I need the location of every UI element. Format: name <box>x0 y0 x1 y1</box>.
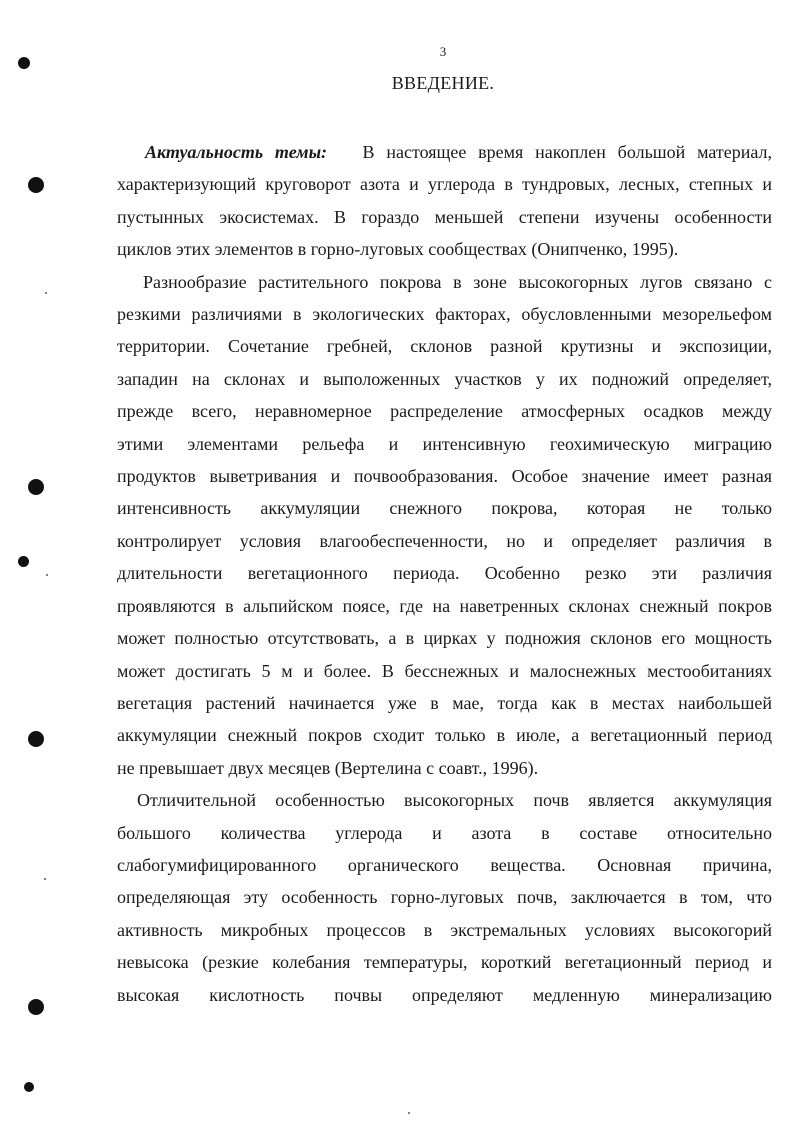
text-line: пустынных экосистемах. В гораздо меньшей степени изучены особенности <box>117 206 772 227</box>
punch-hole-7 <box>24 1082 34 1092</box>
text-line: активность микробных процессов в экстремальных условиях высокогорий <box>117 919 772 940</box>
scan-speck <box>408 1112 410 1114</box>
text-line: интенсивность аккумуляции снежного покрова, которая не только <box>117 498 772 519</box>
text-line: Актуальность темы: В настоящее время накоплен большой материал, <box>145 142 772 162</box>
punch-hole-5 <box>28 731 44 747</box>
paragraph-lead: Актуальность темы: <box>145 142 328 162</box>
scan-speck <box>45 292 47 294</box>
text-line: характеризующий круговорот азота и углерода в тундровых, лесных, степных и <box>117 174 772 195</box>
punch-hole-3 <box>28 479 44 495</box>
punch-hole-4 <box>18 556 29 567</box>
scan-speck <box>44 878 46 880</box>
text-line: проявляются в альпийском поясе, где на наветренных склонах снежный покров <box>117 595 772 616</box>
text-line: контролирует условия влагообеспеченности, но и определяет различия в <box>117 530 772 551</box>
text-line: резкими различиями в экологических факторах, обусловленными мезорельефом <box>117 304 772 325</box>
page-number: 3 <box>439 44 447 59</box>
text-line: не превышает двух месяцев (Вертелина с соавт., 1996). <box>117 757 539 778</box>
text-line: высокая кислотность почвы определяют медленную минерализацию <box>117 984 772 1005</box>
text-line: территории. Сочетание гребней, склонов разной крутизны и экспозиции, <box>117 336 772 357</box>
text-line: продуктов выветривания и почвообразования. Особое значение имеет разная <box>117 466 772 487</box>
text-line: вегетация растений начинается уже в мае, тогда как в местах наибольшей <box>117 692 772 713</box>
text-line: невысока (резкие колебания температуры, короткий вегетационный период и <box>117 952 772 973</box>
text-line: длительности вегетационного периода. Особенно резко эти различия <box>117 563 772 584</box>
text-line: большого количества углерода и азота в составе относительно <box>117 822 772 843</box>
punch-hole-2 <box>28 177 44 193</box>
text-line: определяющая эту особенность горно-луговых почв, заключается в том, что <box>117 887 772 908</box>
text-line: Разнообразие растительного покрова в зоне высокогорных лугов связано с <box>143 271 772 292</box>
punch-hole-6 <box>28 999 44 1015</box>
text-line: этими элементами рельефа и интенсивную геохимическую миграцию <box>117 433 772 454</box>
text-line: Отличительной особенностью высокогорных почв является аккумуляция <box>137 790 772 811</box>
text-line: может полностью отсутствовать, а в цирках у подножия склонов его мощность <box>117 628 772 649</box>
text-line: циклов этих элементов в горно-луговых сообществах (Онипченко, 1995). <box>117 239 679 260</box>
body-text <box>117 136 772 1011</box>
page-title: ВВЕДЕНИЕ. <box>391 73 495 93</box>
text-line: аккумуляции снежный покров сходит только в июле, а вегетационный период <box>117 725 772 746</box>
text-line: слабогумифицированного органического вещества. Основная причина, <box>117 854 772 875</box>
text-line: западин на склонах и выположенных участков у их подножий определяет, <box>117 368 772 389</box>
scan-speck <box>46 574 48 576</box>
text-line: прежде всего, неравномерное распределение атмосферных осадков между <box>117 401 772 422</box>
text-line: может достигать 5 м и более. В бесснежных и малоснежных местообитаниях <box>117 660 772 681</box>
